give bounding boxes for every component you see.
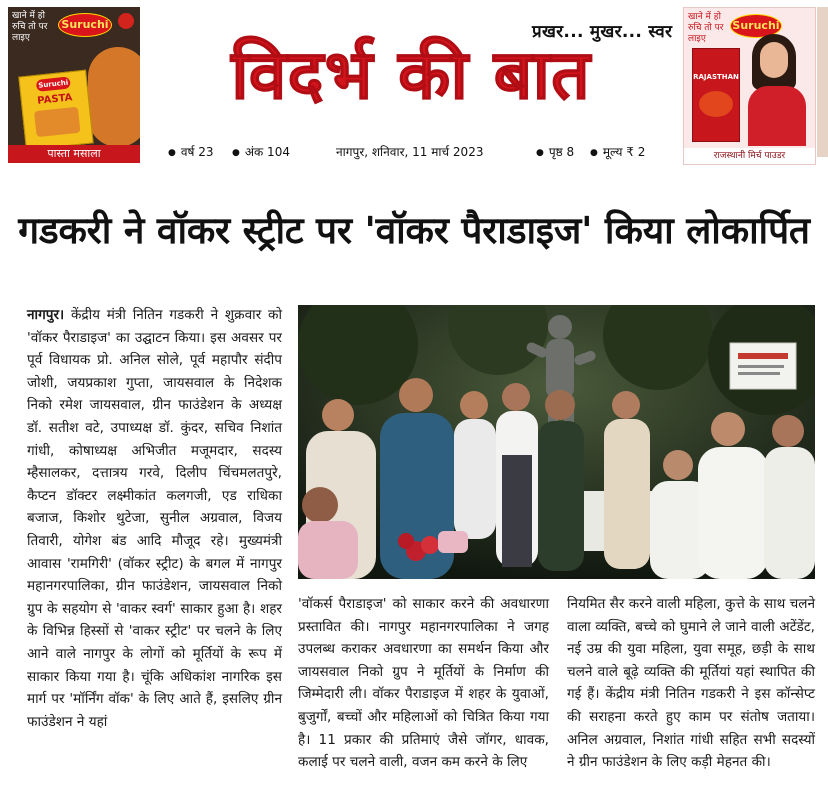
advert-left-caption: पास्ता मसाला <box>8 145 140 163</box>
pasta-image <box>34 107 80 137</box>
spice-pack-image <box>18 70 93 151</box>
chili-powder-pack-image <box>692 48 740 142</box>
pack-brand-logo: Suruchi <box>36 76 71 91</box>
tomato-image <box>118 13 134 29</box>
article-photo[interactable] <box>298 305 815 579</box>
pack-label: PASTA <box>36 92 73 107</box>
newspaper-masthead: विदर्भ की बात <box>231 36 591 115</box>
issue-info-bar <box>158 143 678 163</box>
ceremony-photo-illustration <box>298 305 815 579</box>
volume-year: ● वर्ष 23 <box>168 143 214 160</box>
advert-right-tagline: खाने में हो रुचि तो पर लाइए <box>688 12 724 44</box>
advert-left-brand-logo: Suruchi <box>58 13 112 37</box>
masthead-tagline: प्रखर... मुखर... स्वर <box>532 22 673 42</box>
article-dateline: नागपुर। <box>27 307 65 323</box>
advert-right-brand-logo: Suruchi <box>730 14 782 38</box>
page-edge-strip <box>817 7 828 157</box>
article-column-3: नियमित सैर करने वाली महिला, कुत्ते के साथ चलने वाला व्यक्ति, बच्चे को घुमाने ले जाने वाली अटेंडेंट, नई उम्र की युवा महिला, युवा समूह, छड़ी के साथ चलने वाले बूढ़े व्यक्ति की मूर्तियां यहां स्थापित की गई हैं। केंद्रीय मंत्री नितिन गडकरी ने इस कॉन्सेप्ट की सराहना करते हुए काम पर संतोष जताया। अनिल अग्रवाल, निशांत गांधी सहित सभी सदस्यों ने ग्रीन फाउंडेशन के लिए कड़ी मेहनत की। <box>567 596 816 771</box>
price: ● मूल्य ₹ 2 <box>590 143 645 160</box>
article-column-1-text: केंद्रीय मंत्री नितिन गडकरी ने शुक्रवार को 'वॉकर पैराडाइज' का उद्घाटन किया। इस अवसर पर पूर्व विधायक प्रो. अनिल सोले, पूर्व महापौर संदीप जोशी, जयप्रकाश गुप्ता, जायसवाल के निदेशक निको रमेश जायसवाल, ग्रीन फाउंडेशन के अध्यक्ष डॉ. सतीश वटे, उपाध्यक्ष डॉ. कुंदर, सचिव निशांत गांधी, कोषाध्यक्ष अभिजीत मजूमदार, सदस्य म्हैसालकर, दत्तात्रय गरवे, दिलीप चिंचमलतपुरे, कैप्टन डॉक्टर लक्ष्मीकांत कलगजी, एड राधिका बजाज, किशोर थुटेजा, सुनील अग्रवाल, विजय तिवारी, योगेश बंड आदि मौजूद रहे। मुख्यमंत्री आवास 'रामगिरी' (वॉकर स्ट्रीट) के बगल में नागपुर महानगरपालिका, ग्रीन फाउंडेशन, जायसवाल निको ग्रुप के सहयोग से 'वाकर स्वर्ग' साकार हुआ है। शहर के विभिन्न हिस्सों से 'वाकर स्ट्रीट' पर चलने के लिए आने वाले नागपुर के लोगों को मूर्तियों के रूप में साकार किया गया है। चूंकि अधिकांश नागरिक इस मार्ग पर 'मॉर्निंग वॉक' के लिए आते हैं, इसलिए ग्रीन फाउंडेशन ने यहां <box>27 307 282 730</box>
advert-left-tagline: खाने में हो रुचि तो पर लाइए <box>12 11 48 43</box>
page-count: ● पृष्ठ 8 <box>536 143 574 160</box>
chili-image <box>699 91 733 117</box>
article-headline: गडकरी ने वॉकर स्ट्रीट पर 'वॉकर पैराडाइज' किया लोकार्पित <box>18 209 810 252</box>
brand-ambassador-image <box>746 30 808 146</box>
advert-left[interactable] <box>8 7 140 163</box>
advert-right-caption: राजस्थानी मिर्च पाउडर <box>684 148 815 164</box>
place-date: नागपुर, शनिवार, 11 मार्च 2023 <box>336 145 484 159</box>
advert-right[interactable] <box>683 7 816 165</box>
pack-label: RAJASTHAN <box>693 73 739 81</box>
article-column-1 <box>27 304 282 733</box>
issue-number: ● अंक 104 <box>232 143 290 160</box>
pasta-dish-image <box>88 47 140 147</box>
article-column-2: 'वॉकर्स पैराडाइज' को साकार करने की अवधारणा प्रस्तावित की। नागपुर महानगरपालिका ने जगह उपलब्ध कराकर अवधारणा का समर्थन किया और जायसवाल निको ग्रुप ने मूर्तियों के निर्माण की जिम्मेदारी ली। वॉकर पैराडाइज में शहर के युवाओं, बुजुर्गों, बच्चों और महिलाओं को चित्रित किया गया है। 11 प्रकार की प्रतिमाएं जैसे जॉगर, धावक, कलाई पर चलने वाली, वजन कम करने के लिए <box>298 596 549 771</box>
